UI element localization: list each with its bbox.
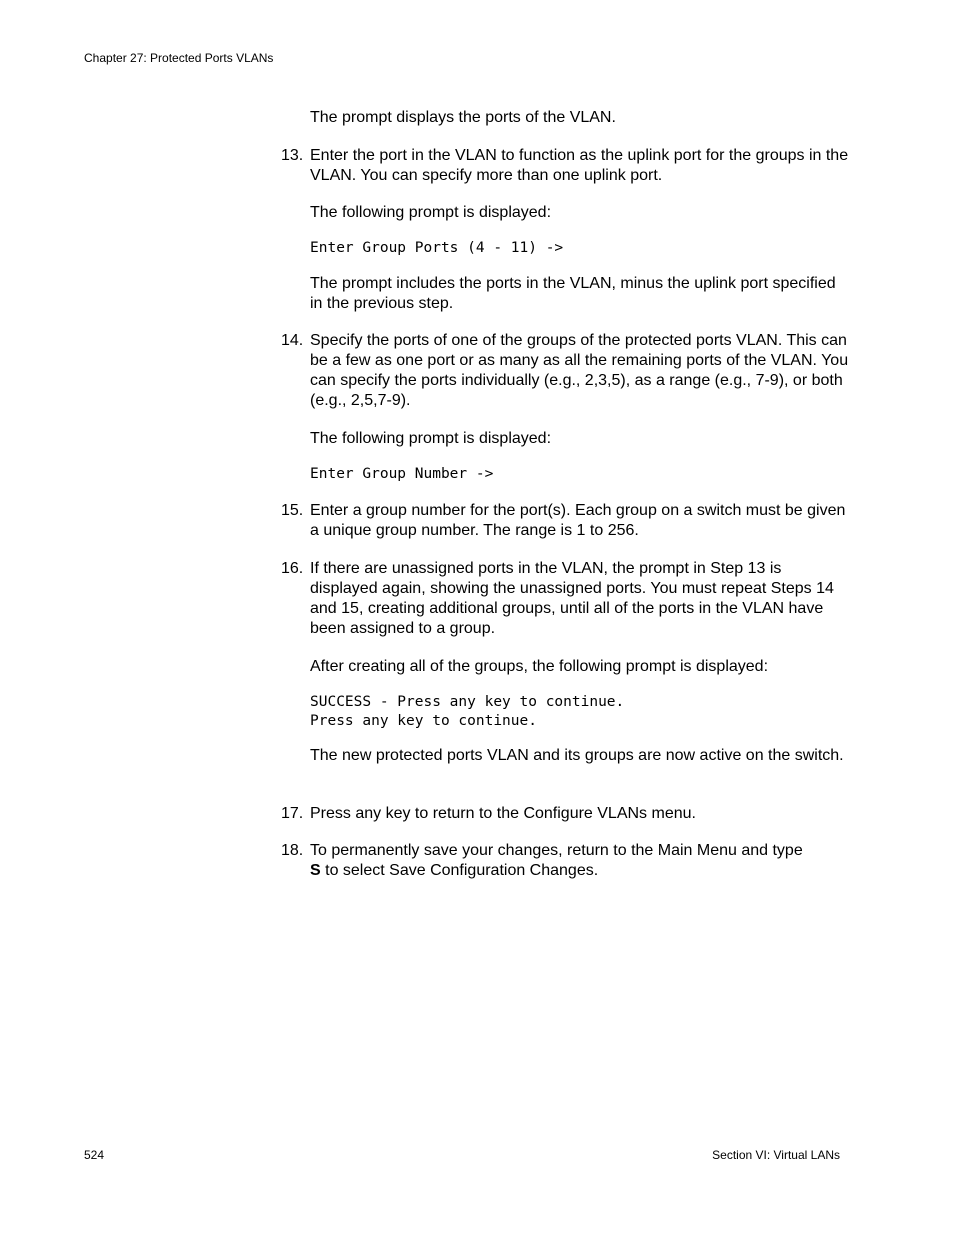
- step-text: If there are unassigned ports in the VLAN, the prompt in Step 13 is displayed again, showing the unassigned ports. You must repeat Steps 14 and 15, creating additional groups, until all of the ports in the VLAN have been assigned to a group.: [310, 560, 834, 637]
- code-group-ports: Enter Group Ports (4 - 11) ->: [310, 240, 564, 256]
- step-text: [310, 841, 851, 881]
- paragraph-after-creating: After creating all of the groups, the following prompt is displayed:: [310, 658, 769, 675]
- step-number: 16.: [281, 560, 304, 577]
- paragraph-new-vlan: The new protected ports VLAN and its groups are now active on the switch.: [310, 747, 844, 764]
- step-17: [281, 804, 851, 824]
- step-number: 14.: [281, 332, 304, 349]
- step-text-before: To permanently save your changes, return to the Main Menu and type: [310, 842, 803, 859]
- step-text-after: to select Save Configuration Changes.: [320, 862, 599, 879]
- code-success-line-1: SUCCESS - Press any key to continue.: [310, 694, 625, 710]
- step-number: 18.: [281, 842, 304, 859]
- section-footer: Section VI: Virtual LANs: [712, 1148, 840, 1162]
- step-13: [281, 146, 851, 186]
- paragraph-following-prompt: The following prompt is displayed:: [310, 430, 552, 447]
- step-14: [281, 331, 851, 411]
- step-18: [281, 841, 851, 881]
- step-text: Enter the port in the VLAN to function as the uplink port for the groups in the VLAN. You can specify more than one uplink port.: [310, 147, 849, 184]
- paragraph-prompt-ports: The prompt displays the ports of the VLAN.: [310, 109, 616, 126]
- step-number: 13.: [281, 147, 304, 164]
- step-text: Enter a group number for the port(s). Each group on a switch must be given a unique group number. The range is 1 to 256.: [310, 502, 846, 539]
- code-success-line-2: Press any key to continue.: [310, 713, 537, 729]
- step-16: [281, 559, 851, 639]
- save-key: S: [310, 862, 321, 879]
- step-text: Press any key to return to the Configure VLANs menu.: [310, 805, 696, 822]
- chapter-header: Chapter 27: Protected Ports VLANs: [84, 51, 274, 65]
- page-number: 524: [84, 1148, 105, 1162]
- step-15: [281, 501, 851, 541]
- step-number: 15.: [281, 502, 304, 519]
- code-group-number: Enter Group Number ->: [310, 466, 494, 482]
- paragraph-prompt-includes: The prompt includes the ports in the VLAN, minus the uplink port specified in the previous step.: [310, 275, 836, 312]
- paragraph-following-prompt: The following prompt is displayed:: [310, 204, 552, 221]
- step-number: 17.: [281, 805, 304, 822]
- step-text: Specify the ports of one of the groups of the protected ports VLAN. This can be a few as one port or as many as all the remaining ports of the VLAN. You can specify the ports individually (e.g., 2,3,5), as a range (e.g., 7-9), or both (e.g., 2,5,7-9).: [310, 332, 849, 409]
